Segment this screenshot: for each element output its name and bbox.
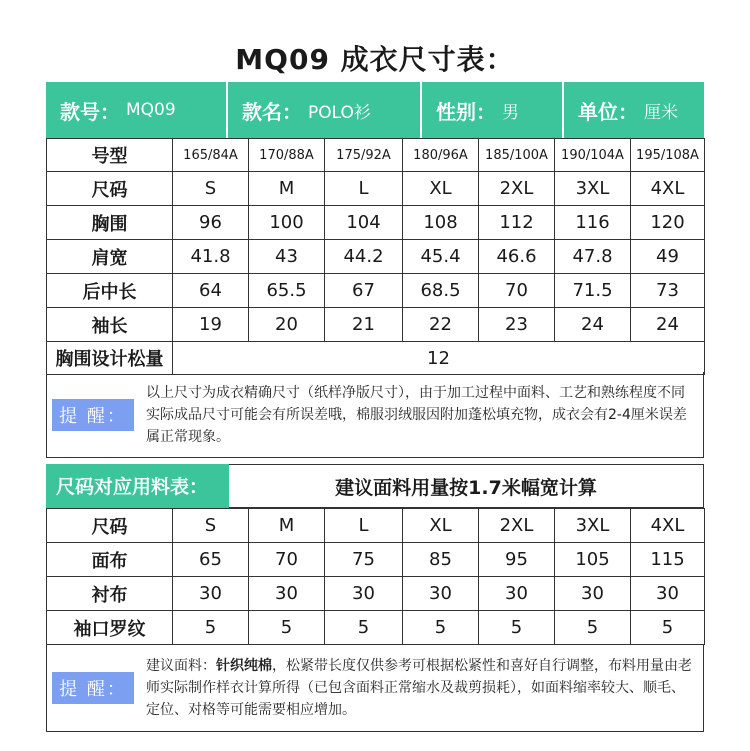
table-cell: M (249, 172, 325, 206)
table-cell: 108 (403, 206, 479, 240)
row-header: 袖口罗纹 (47, 611, 173, 645)
reminder-text (134, 655, 703, 721)
table-cell: 165/84A (173, 139, 249, 172)
reminder-note-2 (46, 644, 704, 732)
fabric-header-bar (46, 464, 704, 508)
table-row (47, 577, 705, 611)
reminder-prefix: 建议面料： (146, 658, 216, 674)
style-name-cell (228, 82, 422, 138)
table-cell: 30 (403, 577, 479, 611)
table-cell: 70 (249, 543, 325, 577)
table-cell: 41.8 (173, 240, 249, 274)
table-cell: 21 (325, 308, 403, 342)
fabric-table (46, 508, 705, 645)
table-cell: 95 (479, 543, 555, 577)
table-cell: 105 (555, 543, 631, 577)
table-cell: 5 (173, 611, 249, 645)
unit-value: 厘米 (644, 102, 678, 123)
table-cell: 104 (325, 206, 403, 240)
fabric-table-title: 建议面料用量按1.7米幅宽计算 (335, 476, 597, 499)
row-header: 衬布 (47, 577, 173, 611)
reminder-badge: 提 醒： (52, 399, 134, 431)
table-cell: 195/108A (631, 139, 705, 172)
table-cell: 5 (631, 611, 705, 645)
table-cell: S (173, 509, 249, 543)
gender-value: 男 (502, 102, 519, 123)
ease-row (47, 342, 705, 375)
table-cell: 112 (479, 206, 555, 240)
reminder-text: 以上尺寸为成衣精确尺寸（纸样净版尺寸），由于加工过程中面料、工艺和熟练程度不同实际成品尺寸可能会有所误差哦，棉服羽绒服因附加蓬松填充物，成衣会有2-4厘米误差属正常现象。 (146, 384, 687, 445)
table-cell: 30 (325, 577, 403, 611)
table-cell: 4XL (631, 172, 705, 206)
table-cell: 175/92A (325, 139, 403, 172)
table-cell: 170/88A (249, 139, 325, 172)
table-cell: 30 (249, 577, 325, 611)
table-cell: 5 (403, 611, 479, 645)
table-cell: M (249, 509, 325, 543)
table-cell: 115 (631, 543, 705, 577)
table-cell: 100 (249, 206, 325, 240)
table-cell: 116 (555, 206, 631, 240)
ease-value: 12 (173, 342, 705, 375)
reminder-fabric-type: 针织纯棉 (216, 658, 272, 674)
table-cell: 85 (403, 543, 479, 577)
table-row (47, 308, 705, 342)
table-cell: 75 (325, 543, 403, 577)
table-cell: 19 (173, 308, 249, 342)
unit-label: 单位： (578, 99, 638, 124)
reminder-badge: 提 醒： (52, 672, 134, 704)
table-cell: 190/104A (555, 139, 631, 172)
table-row (47, 139, 705, 172)
row-header: 后中长 (47, 274, 173, 308)
table-cell: XL (403, 509, 479, 543)
table-cell: 30 (555, 577, 631, 611)
table-row (47, 611, 705, 645)
table-cell: 24 (631, 308, 705, 342)
table-cell: 22 (403, 308, 479, 342)
style-name-label: 款名： (242, 99, 302, 124)
table-cell: 3XL (555, 172, 631, 206)
style-name-value: POLO衫 (308, 102, 371, 123)
table-cell: 67 (325, 274, 403, 308)
table-cell: 4XL (631, 509, 705, 543)
table-cell: 64 (173, 274, 249, 308)
table-cell: 43 (249, 240, 325, 274)
table-row (47, 206, 705, 240)
table-row (47, 274, 705, 308)
table-cell: 5 (555, 611, 631, 645)
table-cell: XL (403, 172, 479, 206)
style-number-cell (46, 82, 228, 138)
table-cell: L (325, 172, 403, 206)
table-cell: 23 (479, 308, 555, 342)
table-cell: L (325, 509, 403, 543)
table-cell: 2XL (479, 172, 555, 206)
table-cell: 30 (479, 577, 555, 611)
table-row (47, 509, 705, 543)
table-cell: 3XL (555, 509, 631, 543)
table-cell: 20 (249, 308, 325, 342)
table-cell: 180/96A (403, 139, 479, 172)
row-header: 尺码 (47, 172, 173, 206)
row-header: 胸围 (47, 206, 173, 240)
table-cell: 96 (173, 206, 249, 240)
gender-label: 性别： (436, 99, 496, 124)
row-header: 肩宽 (47, 240, 173, 274)
table-cell: 44.2 (325, 240, 403, 274)
table-cell: 71.5 (555, 274, 631, 308)
table-cell: 30 (173, 577, 249, 611)
style-number-value: MQ09 (126, 100, 176, 120)
table-cell: 70 (479, 274, 555, 308)
table-cell: 185/100A (479, 139, 555, 172)
ease-label: 胸围设计松量 (47, 342, 173, 375)
reminder-note-1 (46, 372, 704, 458)
gender-cell (422, 82, 564, 138)
size-table (46, 138, 705, 375)
table-cell: 45.4 (403, 240, 479, 274)
table-cell: 24 (555, 308, 631, 342)
table-row (47, 543, 705, 577)
row-header: 面布 (47, 543, 173, 577)
row-header: 袖长 (47, 308, 173, 342)
table-cell: 73 (631, 274, 705, 308)
table-cell: 68.5 (403, 274, 479, 308)
table-cell: S (173, 172, 249, 206)
table-cell: 5 (479, 611, 555, 645)
table-cell: 5 (325, 611, 403, 645)
style-number-label: 款号： (60, 99, 120, 124)
reminder-body: ，松紧带长度仅供参考可根据松紧性和喜好自行调整，布料用量由老师实际制作样衣计算所得（已包含面料正常缩水及裁剪损耗），如面料缩率较大、顺毛、定位、对格等可能需要相应增加。 (146, 658, 692, 718)
table-cell: 120 (631, 206, 705, 240)
row-header: 号型 (47, 139, 173, 172)
table-cell: 46.6 (479, 240, 555, 274)
table-cell: 47.8 (555, 240, 631, 274)
table-cell: 30 (631, 577, 705, 611)
fabric-table-label: 尺码对应用料表： (46, 464, 229, 508)
table-cell: 65 (173, 543, 249, 577)
table-row (47, 172, 705, 206)
table-cell: 2XL (479, 509, 555, 543)
page-title: MQ09 成衣尺寸表： (235, 43, 515, 76)
table-cell: 49 (631, 240, 705, 274)
row-header: 尺码 (47, 509, 173, 543)
unit-cell (564, 82, 704, 138)
table-cell: 5 (249, 611, 325, 645)
info-header-bar (46, 82, 704, 138)
table-row (47, 240, 705, 274)
table-cell: 65.5 (249, 274, 325, 308)
